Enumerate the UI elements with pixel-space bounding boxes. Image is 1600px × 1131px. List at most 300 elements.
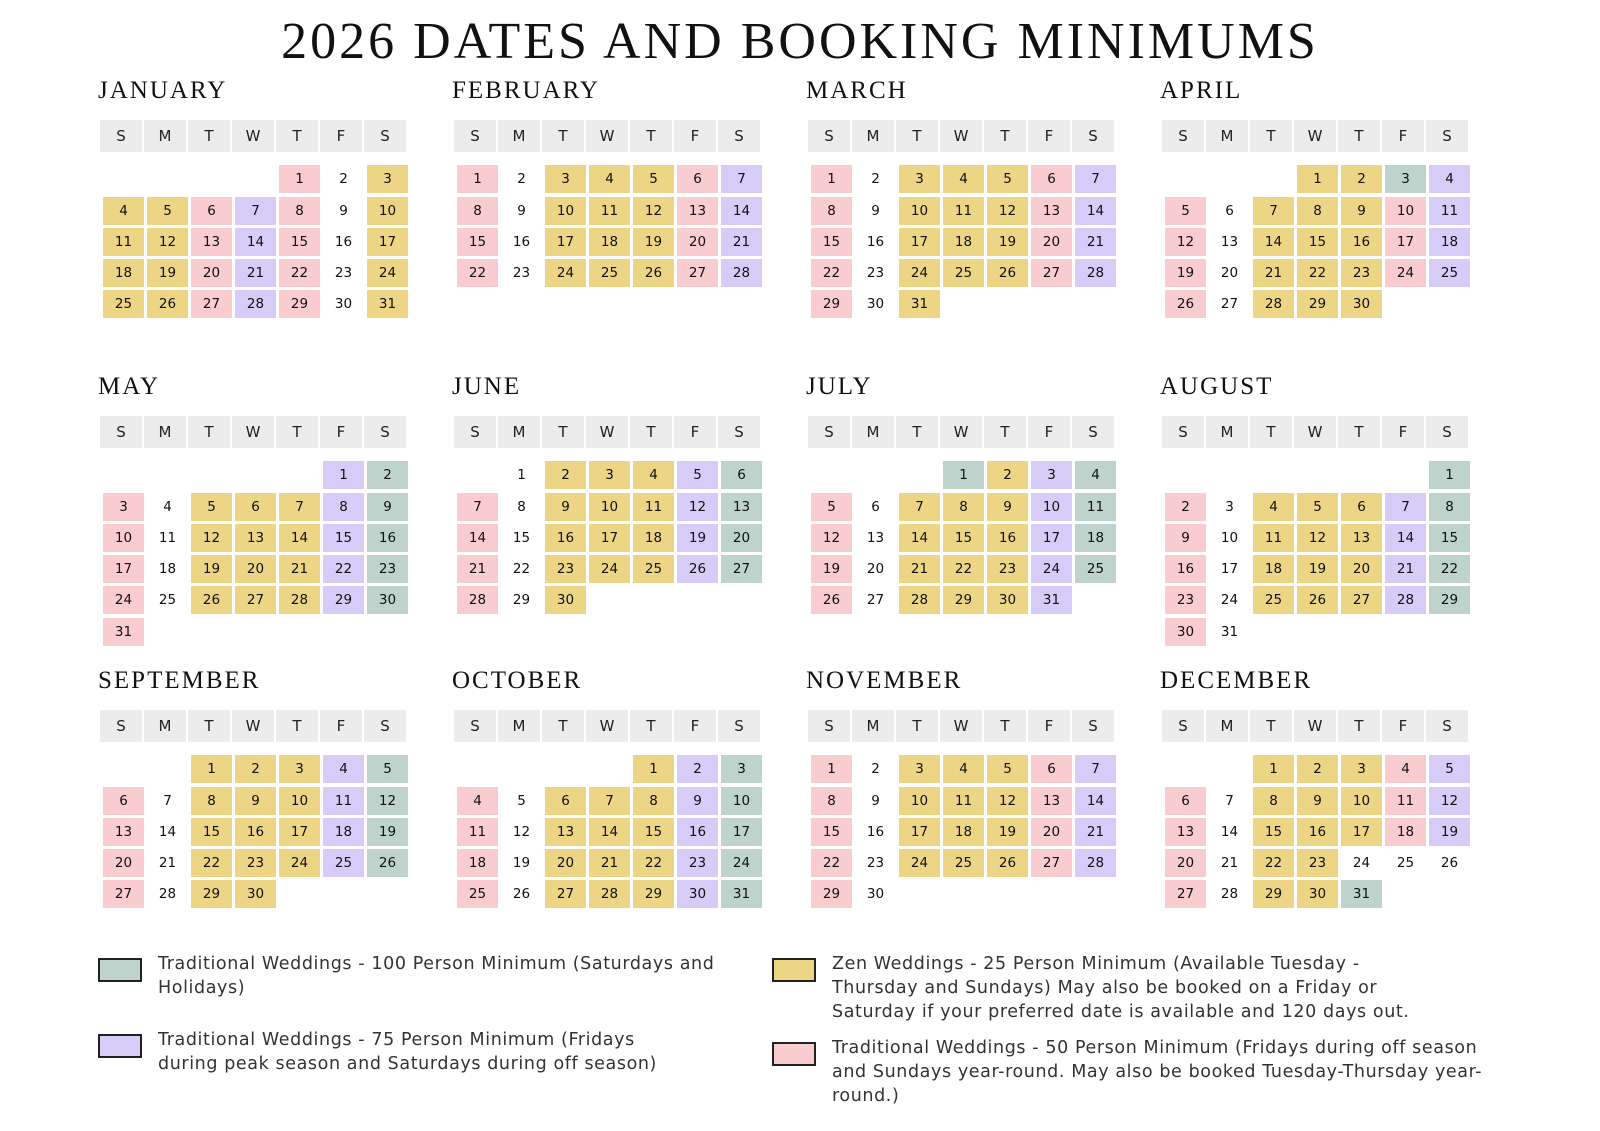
day-cell[interactable]: 25 [1429,259,1470,287]
day-cell[interactable]: 22 [811,259,852,287]
day-cell[interactable]: 25 [158,592,177,608]
day-cell[interactable]: 2 [677,755,718,783]
day-cell[interactable]: 1 [517,467,526,483]
day-cell[interactable]: 27 [721,555,762,583]
day-cell[interactable]: 9 [367,493,408,521]
day-cell[interactable]: 19 [191,555,232,583]
day-cell[interactable]: 13 [1165,818,1206,846]
day-cell[interactable]: 20 [1031,228,1072,256]
day-cell[interactable]: 2 [367,461,408,489]
day-cell[interactable]: 12 [1165,228,1206,256]
day-cell[interactable]: 22 [1429,555,1470,583]
day-cell[interactable]: 17 [1341,818,1382,846]
day-cell[interactable]: 30 [235,880,276,908]
day-cell[interactable]: 23 [866,855,885,871]
day-cell[interactable]: 13 [677,197,718,225]
day-cell[interactable]: 11 [1075,493,1116,521]
day-cell[interactable]: 1 [191,755,232,783]
day-cell[interactable]: 13 [1031,197,1072,225]
day-cell[interactable]: 30 [334,296,353,312]
day-cell[interactable]: 24 [545,259,586,287]
day-cell[interactable]: 9 [339,203,348,219]
day-cell[interactable]: 22 [1297,259,1338,287]
day-cell[interactable]: 1 [1429,461,1470,489]
day-cell[interactable]: 10 [279,787,320,815]
day-cell[interactable]: 26 [1297,586,1338,614]
day-cell[interactable]: 13 [866,530,885,546]
day-cell[interactable]: 5 [987,165,1028,193]
day-cell[interactable]: 5 [147,197,188,225]
day-cell[interactable]: 5 [367,755,408,783]
day-cell[interactable]: 29 [279,290,320,318]
day-cell[interactable]: 28 [1220,886,1239,902]
day-cell[interactable]: 11 [589,197,630,225]
day-cell[interactable]: 3 [1341,755,1382,783]
day-cell[interactable]: 18 [323,818,364,846]
day-cell[interactable]: 21 [721,228,762,256]
day-cell[interactable]: 1 [323,461,364,489]
day-cell[interactable]: 22 [191,849,232,877]
day-cell[interactable]: 5 [987,755,1028,783]
day-cell[interactable]: 29 [943,586,984,614]
day-cell[interactable]: 26 [633,259,674,287]
day-cell[interactable]: 18 [158,561,177,577]
day-cell[interactable]: 17 [103,555,144,583]
day-cell[interactable]: 3 [103,493,144,521]
day-cell[interactable]: 20 [1165,849,1206,877]
day-cell[interactable]: 21 [457,555,498,583]
day-cell[interactable]: 19 [512,855,531,871]
day-cell[interactable]: 25 [103,290,144,318]
day-cell[interactable]: 7 [279,493,320,521]
day-cell[interactable]: 12 [1429,787,1470,815]
day-cell[interactable]: 27 [677,259,718,287]
day-cell[interactable]: 12 [987,197,1028,225]
day-cell[interactable]: 17 [279,818,320,846]
day-cell[interactable]: 15 [1429,524,1470,552]
day-cell[interactable]: 4 [103,197,144,225]
day-cell[interactable]: 6 [235,493,276,521]
day-cell[interactable]: 26 [677,555,718,583]
day-cell[interactable]: 8 [1429,493,1470,521]
day-cell[interactable]: 4 [1429,165,1470,193]
day-cell[interactable]: 6 [871,499,880,515]
day-cell[interactable]: 25 [1253,586,1294,614]
day-cell[interactable]: 25 [1075,555,1116,583]
day-cell[interactable]: 6 [1031,165,1072,193]
day-cell[interactable]: 4 [943,755,984,783]
day-cell[interactable]: 18 [1385,818,1426,846]
day-cell[interactable]: 13 [721,493,762,521]
day-cell[interactable]: 29 [1253,880,1294,908]
day-cell[interactable]: 27 [1341,586,1382,614]
day-cell[interactable]: 3 [279,755,320,783]
day-cell[interactable]: 2 [1341,165,1382,193]
day-cell[interactable]: 18 [103,259,144,287]
day-cell[interactable]: 17 [545,228,586,256]
day-cell[interactable]: 5 [1429,755,1470,783]
day-cell[interactable]: 24 [103,586,144,614]
day-cell[interactable]: 9 [235,787,276,815]
day-cell[interactable]: 5 [517,793,526,809]
day-cell[interactable]: 24 [1352,855,1371,871]
day-cell[interactable]: 28 [1075,259,1116,287]
day-cell[interactable]: 13 [103,818,144,846]
day-cell[interactable]: 1 [943,461,984,489]
day-cell[interactable]: 10 [103,524,144,552]
day-cell[interactable]: 26 [987,259,1028,287]
day-cell[interactable]: 26 [512,886,531,902]
day-cell[interactable]: 30 [1165,618,1206,646]
day-cell[interactable]: 22 [811,849,852,877]
day-cell[interactable]: 8 [457,197,498,225]
day-cell[interactable]: 14 [457,524,498,552]
day-cell[interactable]: 14 [279,524,320,552]
day-cell[interactable]: 10 [1341,787,1382,815]
day-cell[interactable]: 16 [866,824,885,840]
day-cell[interactable]: 1 [811,755,852,783]
day-cell[interactable]: 14 [589,818,630,846]
day-cell[interactable]: 17 [1220,561,1239,577]
day-cell[interactable]: 22 [512,561,531,577]
day-cell[interactable]: 14 [1385,524,1426,552]
day-cell[interactable]: 10 [899,787,940,815]
day-cell[interactable]: 12 [367,787,408,815]
day-cell[interactable]: 9 [1165,524,1206,552]
day-cell[interactable]: 24 [899,849,940,877]
day-cell[interactable]: 3 [367,165,408,193]
day-cell[interactable]: 6 [1341,493,1382,521]
day-cell[interactable]: 6 [103,787,144,815]
day-cell[interactable]: 23 [1297,849,1338,877]
day-cell[interactable]: 19 [633,228,674,256]
day-cell[interactable]: 26 [191,586,232,614]
day-cell[interactable]: 28 [1253,290,1294,318]
day-cell[interactable]: 12 [987,787,1028,815]
day-cell[interactable]: 3 [1385,165,1426,193]
day-cell[interactable]: 30 [866,296,885,312]
day-cell[interactable]: 20 [235,555,276,583]
day-cell[interactable]: 13 [1341,524,1382,552]
day-cell[interactable]: 6 [677,165,718,193]
day-cell[interactable]: 6 [721,461,762,489]
day-cell[interactable]: 25 [633,555,674,583]
day-cell[interactable]: 12 [147,228,188,256]
day-cell[interactable]: 2 [871,171,880,187]
day-cell[interactable]: 12 [811,524,852,552]
day-cell[interactable]: 10 [1220,530,1239,546]
day-cell[interactable]: 28 [589,880,630,908]
day-cell[interactable]: 23 [512,265,531,281]
day-cell[interactable]: 15 [943,524,984,552]
day-cell[interactable]: 17 [1031,524,1072,552]
day-cell[interactable]: 27 [1031,259,1072,287]
day-cell[interactable]: 19 [1165,259,1206,287]
day-cell[interactable]: 16 [367,524,408,552]
day-cell[interactable]: 1 [457,165,498,193]
day-cell[interactable]: 11 [1253,524,1294,552]
day-cell[interactable]: 8 [191,787,232,815]
day-cell[interactable]: 17 [899,228,940,256]
day-cell[interactable]: 7 [721,165,762,193]
day-cell[interactable]: 15 [811,818,852,846]
day-cell[interactable]: 27 [103,880,144,908]
day-cell[interactable]: 4 [1075,461,1116,489]
day-cell[interactable]: 7 [235,197,276,225]
day-cell[interactable]: 21 [235,259,276,287]
day-cell[interactable]: 11 [943,197,984,225]
day-cell[interactable]: 7 [163,793,172,809]
day-cell[interactable]: 20 [721,524,762,552]
day-cell[interactable]: 28 [1075,849,1116,877]
day-cell[interactable]: 4 [633,461,674,489]
day-cell[interactable]: 14 [1075,787,1116,815]
day-cell[interactable]: 16 [512,234,531,250]
day-cell[interactable]: 20 [103,849,144,877]
day-cell[interactable]: 27 [191,290,232,318]
day-cell[interactable]: 16 [235,818,276,846]
day-cell[interactable]: 6 [1225,203,1234,219]
day-cell[interactable]: 19 [677,524,718,552]
day-cell[interactable]: 5 [191,493,232,521]
day-cell[interactable]: 9 [1297,787,1338,815]
day-cell[interactable]: 21 [1075,818,1116,846]
day-cell[interactable]: 24 [367,259,408,287]
day-cell[interactable]: 18 [633,524,674,552]
day-cell[interactable]: 25 [589,259,630,287]
day-cell[interactable]: 9 [987,493,1028,521]
day-cell[interactable]: 2 [1165,493,1206,521]
day-cell[interactable]: 19 [987,818,1028,846]
day-cell[interactable]: 22 [1253,849,1294,877]
day-cell[interactable]: 10 [1031,493,1072,521]
day-cell[interactable]: 1 [811,165,852,193]
day-cell[interactable]: 8 [279,197,320,225]
day-cell[interactable]: 22 [943,555,984,583]
day-cell[interactable]: 28 [721,259,762,287]
day-cell[interactable]: 27 [1220,296,1239,312]
day-cell[interactable]: 11 [1429,197,1470,225]
day-cell[interactable]: 10 [367,197,408,225]
day-cell[interactable]: 14 [158,824,177,840]
day-cell[interactable]: 3 [899,165,940,193]
day-cell[interactable]: 2 [871,761,880,777]
day-cell[interactable]: 14 [899,524,940,552]
day-cell[interactable]: 16 [1341,228,1382,256]
day-cell[interactable]: 12 [191,524,232,552]
day-cell[interactable]: 22 [633,849,674,877]
day-cell[interactable]: 13 [191,228,232,256]
day-cell[interactable]: 8 [1297,197,1338,225]
day-cell[interactable]: 9 [517,203,526,219]
day-cell[interactable]: 21 [158,855,177,871]
day-cell[interactable]: 24 [1031,555,1072,583]
day-cell[interactable]: 8 [811,197,852,225]
day-cell[interactable]: 14 [721,197,762,225]
day-cell[interactable]: 21 [1220,855,1239,871]
day-cell[interactable]: 21 [589,849,630,877]
day-cell[interactable]: 18 [1075,524,1116,552]
day-cell[interactable]: 16 [545,524,586,552]
day-cell[interactable]: 26 [367,849,408,877]
day-cell[interactable]: 21 [279,555,320,583]
day-cell[interactable]: 23 [987,555,1028,583]
day-cell[interactable]: 24 [279,849,320,877]
day-cell[interactable]: 24 [899,259,940,287]
day-cell[interactable]: 30 [545,586,586,614]
day-cell[interactable]: 7 [457,493,498,521]
day-cell[interactable]: 15 [1253,818,1294,846]
day-cell[interactable]: 3 [589,461,630,489]
day-cell[interactable]: 13 [1220,234,1239,250]
day-cell[interactable]: 7 [1253,197,1294,225]
day-cell[interactable]: 14 [235,228,276,256]
day-cell[interactable]: 2 [517,171,526,187]
day-cell[interactable]: 12 [677,493,718,521]
day-cell[interactable]: 9 [1341,197,1382,225]
day-cell[interactable]: 28 [235,290,276,318]
day-cell[interactable]: 10 [589,493,630,521]
day-cell[interactable]: 26 [987,849,1028,877]
day-cell[interactable]: 18 [1429,228,1470,256]
day-cell[interactable]: 8 [633,787,674,815]
day-cell[interactable]: 10 [545,197,586,225]
day-cell[interactable]: 16 [987,524,1028,552]
day-cell[interactable]: 20 [1031,818,1072,846]
day-cell[interactable]: 18 [457,849,498,877]
day-cell[interactable]: 8 [943,493,984,521]
day-cell[interactable]: 30 [677,880,718,908]
day-cell[interactable]: 12 [512,824,531,840]
day-cell[interactable]: 28 [279,586,320,614]
day-cell[interactable]: 16 [677,818,718,846]
day-cell[interactable]: 5 [1165,197,1206,225]
day-cell[interactable]: 30 [1297,880,1338,908]
day-cell[interactable]: 30 [1341,290,1382,318]
day-cell[interactable]: 2 [339,171,348,187]
day-cell[interactable]: 9 [871,203,880,219]
day-cell[interactable]: 11 [158,530,177,546]
day-cell[interactable]: 15 [323,524,364,552]
day-cell[interactable]: 31 [721,880,762,908]
day-cell[interactable]: 14 [1220,824,1239,840]
day-cell[interactable]: 21 [1253,259,1294,287]
day-cell[interactable]: 23 [334,265,353,281]
day-cell[interactable]: 7 [589,787,630,815]
day-cell[interactable]: 29 [323,586,364,614]
day-cell[interactable]: 4 [1253,493,1294,521]
day-cell[interactable]: 12 [633,197,674,225]
day-cell[interactable]: 4 [943,165,984,193]
day-cell[interactable]: 4 [1385,755,1426,783]
day-cell[interactable]: 6 [1031,755,1072,783]
day-cell[interactable]: 10 [899,197,940,225]
day-cell[interactable]: 29 [1429,586,1470,614]
day-cell[interactable]: 30 [367,586,408,614]
day-cell[interactable]: 31 [899,290,940,318]
day-cell[interactable]: 6 [1165,787,1206,815]
day-cell[interactable]: 26 [1440,855,1459,871]
day-cell[interactable]: 20 [545,849,586,877]
day-cell[interactable]: 3 [899,755,940,783]
day-cell[interactable]: 27 [1031,849,1072,877]
day-cell[interactable]: 2 [987,461,1028,489]
day-cell[interactable]: 22 [323,555,364,583]
day-cell[interactable]: 23 [367,555,408,583]
day-cell[interactable]: 16 [1165,555,1206,583]
day-cell[interactable]: 22 [279,259,320,287]
day-cell[interactable]: 1 [633,755,674,783]
day-cell[interactable]: 1 [1253,755,1294,783]
day-cell[interactable]: 15 [457,228,498,256]
day-cell[interactable]: 18 [1253,555,1294,583]
day-cell[interactable]: 1 [1297,165,1338,193]
day-cell[interactable]: 31 [1341,880,1382,908]
day-cell[interactable]: 28 [457,586,498,614]
day-cell[interactable]: 11 [457,818,498,846]
day-cell[interactable]: 15 [279,228,320,256]
day-cell[interactable]: 29 [633,880,674,908]
day-cell[interactable]: 5 [1297,493,1338,521]
day-cell[interactable]: 17 [721,818,762,846]
day-cell[interactable]: 11 [323,787,364,815]
day-cell[interactable]: 16 [334,234,353,250]
day-cell[interactable]: 23 [1341,259,1382,287]
day-cell[interactable]: 18 [943,228,984,256]
day-cell[interactable]: 11 [1385,787,1426,815]
day-cell[interactable]: 14 [1253,228,1294,256]
day-cell[interactable]: 21 [1385,555,1426,583]
day-cell[interactable]: 20 [1341,555,1382,583]
day-cell[interactable]: 28 [1385,586,1426,614]
day-cell[interactable]: 29 [1297,290,1338,318]
day-cell[interactable]: 9 [545,493,586,521]
day-cell[interactable]: 5 [811,493,852,521]
day-cell[interactable]: 25 [943,259,984,287]
day-cell[interactable]: 31 [367,290,408,318]
day-cell[interactable]: 15 [191,818,232,846]
day-cell[interactable]: 14 [1075,197,1116,225]
day-cell[interactable]: 23 [677,849,718,877]
day-cell[interactable]: 7 [1225,793,1234,809]
day-cell[interactable]: 26 [1165,290,1206,318]
day-cell[interactable]: 19 [367,818,408,846]
day-cell[interactable]: 4 [163,499,172,515]
day-cell[interactable]: 12 [1297,524,1338,552]
day-cell[interactable]: 25 [457,880,498,908]
day-cell[interactable]: 8 [517,499,526,515]
day-cell[interactable]: 29 [811,880,852,908]
day-cell[interactable]: 20 [866,561,885,577]
day-cell[interactable]: 13 [235,524,276,552]
day-cell[interactable]: 13 [545,818,586,846]
day-cell[interactable]: 17 [899,818,940,846]
day-cell[interactable]: 8 [811,787,852,815]
day-cell[interactable]: 30 [987,586,1028,614]
day-cell[interactable]: 20 [677,228,718,256]
day-cell[interactable]: 29 [191,880,232,908]
day-cell[interactable]: 15 [633,818,674,846]
day-cell[interactable]: 4 [323,755,364,783]
day-cell[interactable]: 11 [633,493,674,521]
day-cell[interactable]: 5 [633,165,674,193]
day-cell[interactable]: 16 [866,234,885,250]
day-cell[interactable]: 20 [191,259,232,287]
day-cell[interactable]: 11 [103,228,144,256]
day-cell[interactable]: 27 [866,592,885,608]
day-cell[interactable]: 20 [1220,265,1239,281]
day-cell[interactable]: 9 [871,793,880,809]
